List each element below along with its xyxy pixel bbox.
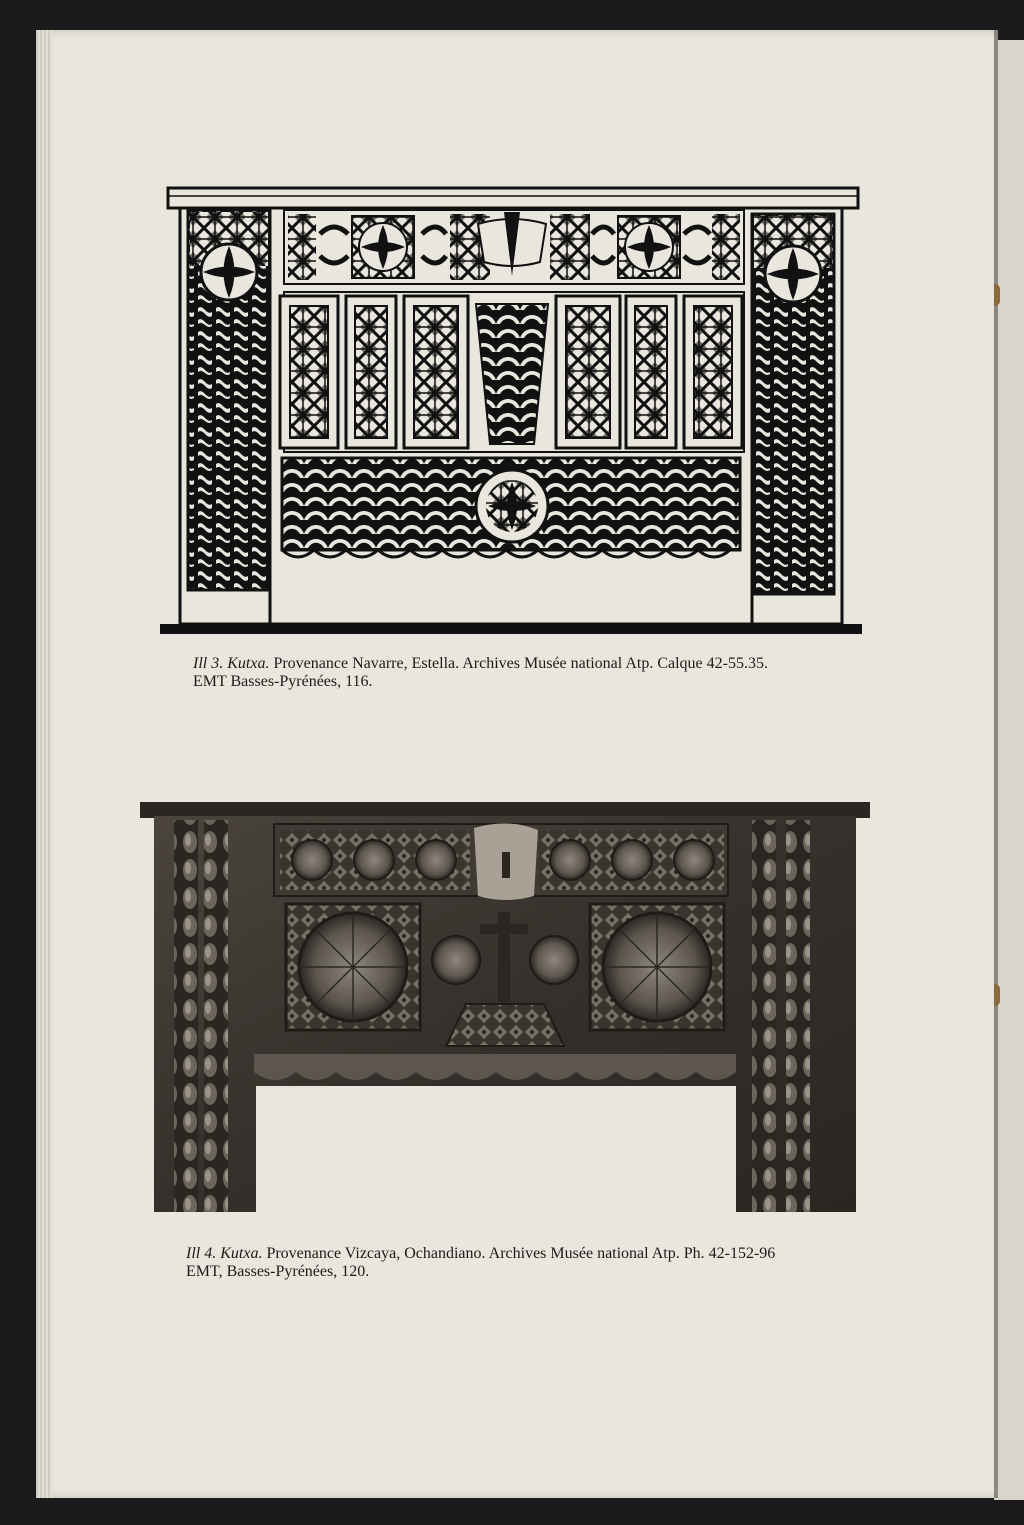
page-stack-edge <box>36 30 52 1498</box>
figure-kutxa-photo <box>140 800 870 1212</box>
facing-page-edge <box>994 40 1024 1500</box>
caption-lead: Ill 4. Kutxa. <box>186 1245 263 1262</box>
caption-text: Provenance Navarre, Estella. Archives Musée national Atp. Calque 42-55.35. <box>269 655 768 672</box>
caption-text: Provenance Vizcaya, Ochandiano. Archives Musée national Atp. Ph. 42-152-96 <box>262 1245 776 1262</box>
figure-caption-ill3 <box>193 655 853 691</box>
caption-text: EMT Basses-Pyrénées, 116. <box>193 673 373 690</box>
figure-caption-ill4 <box>186 1245 846 1281</box>
figure-kutxa-drawing <box>160 184 862 636</box>
caption-text: EMT, Basses-Pyrénées, 120. <box>186 1263 370 1280</box>
caption-lead: Ill 3. Kutxa. <box>193 655 270 672</box>
